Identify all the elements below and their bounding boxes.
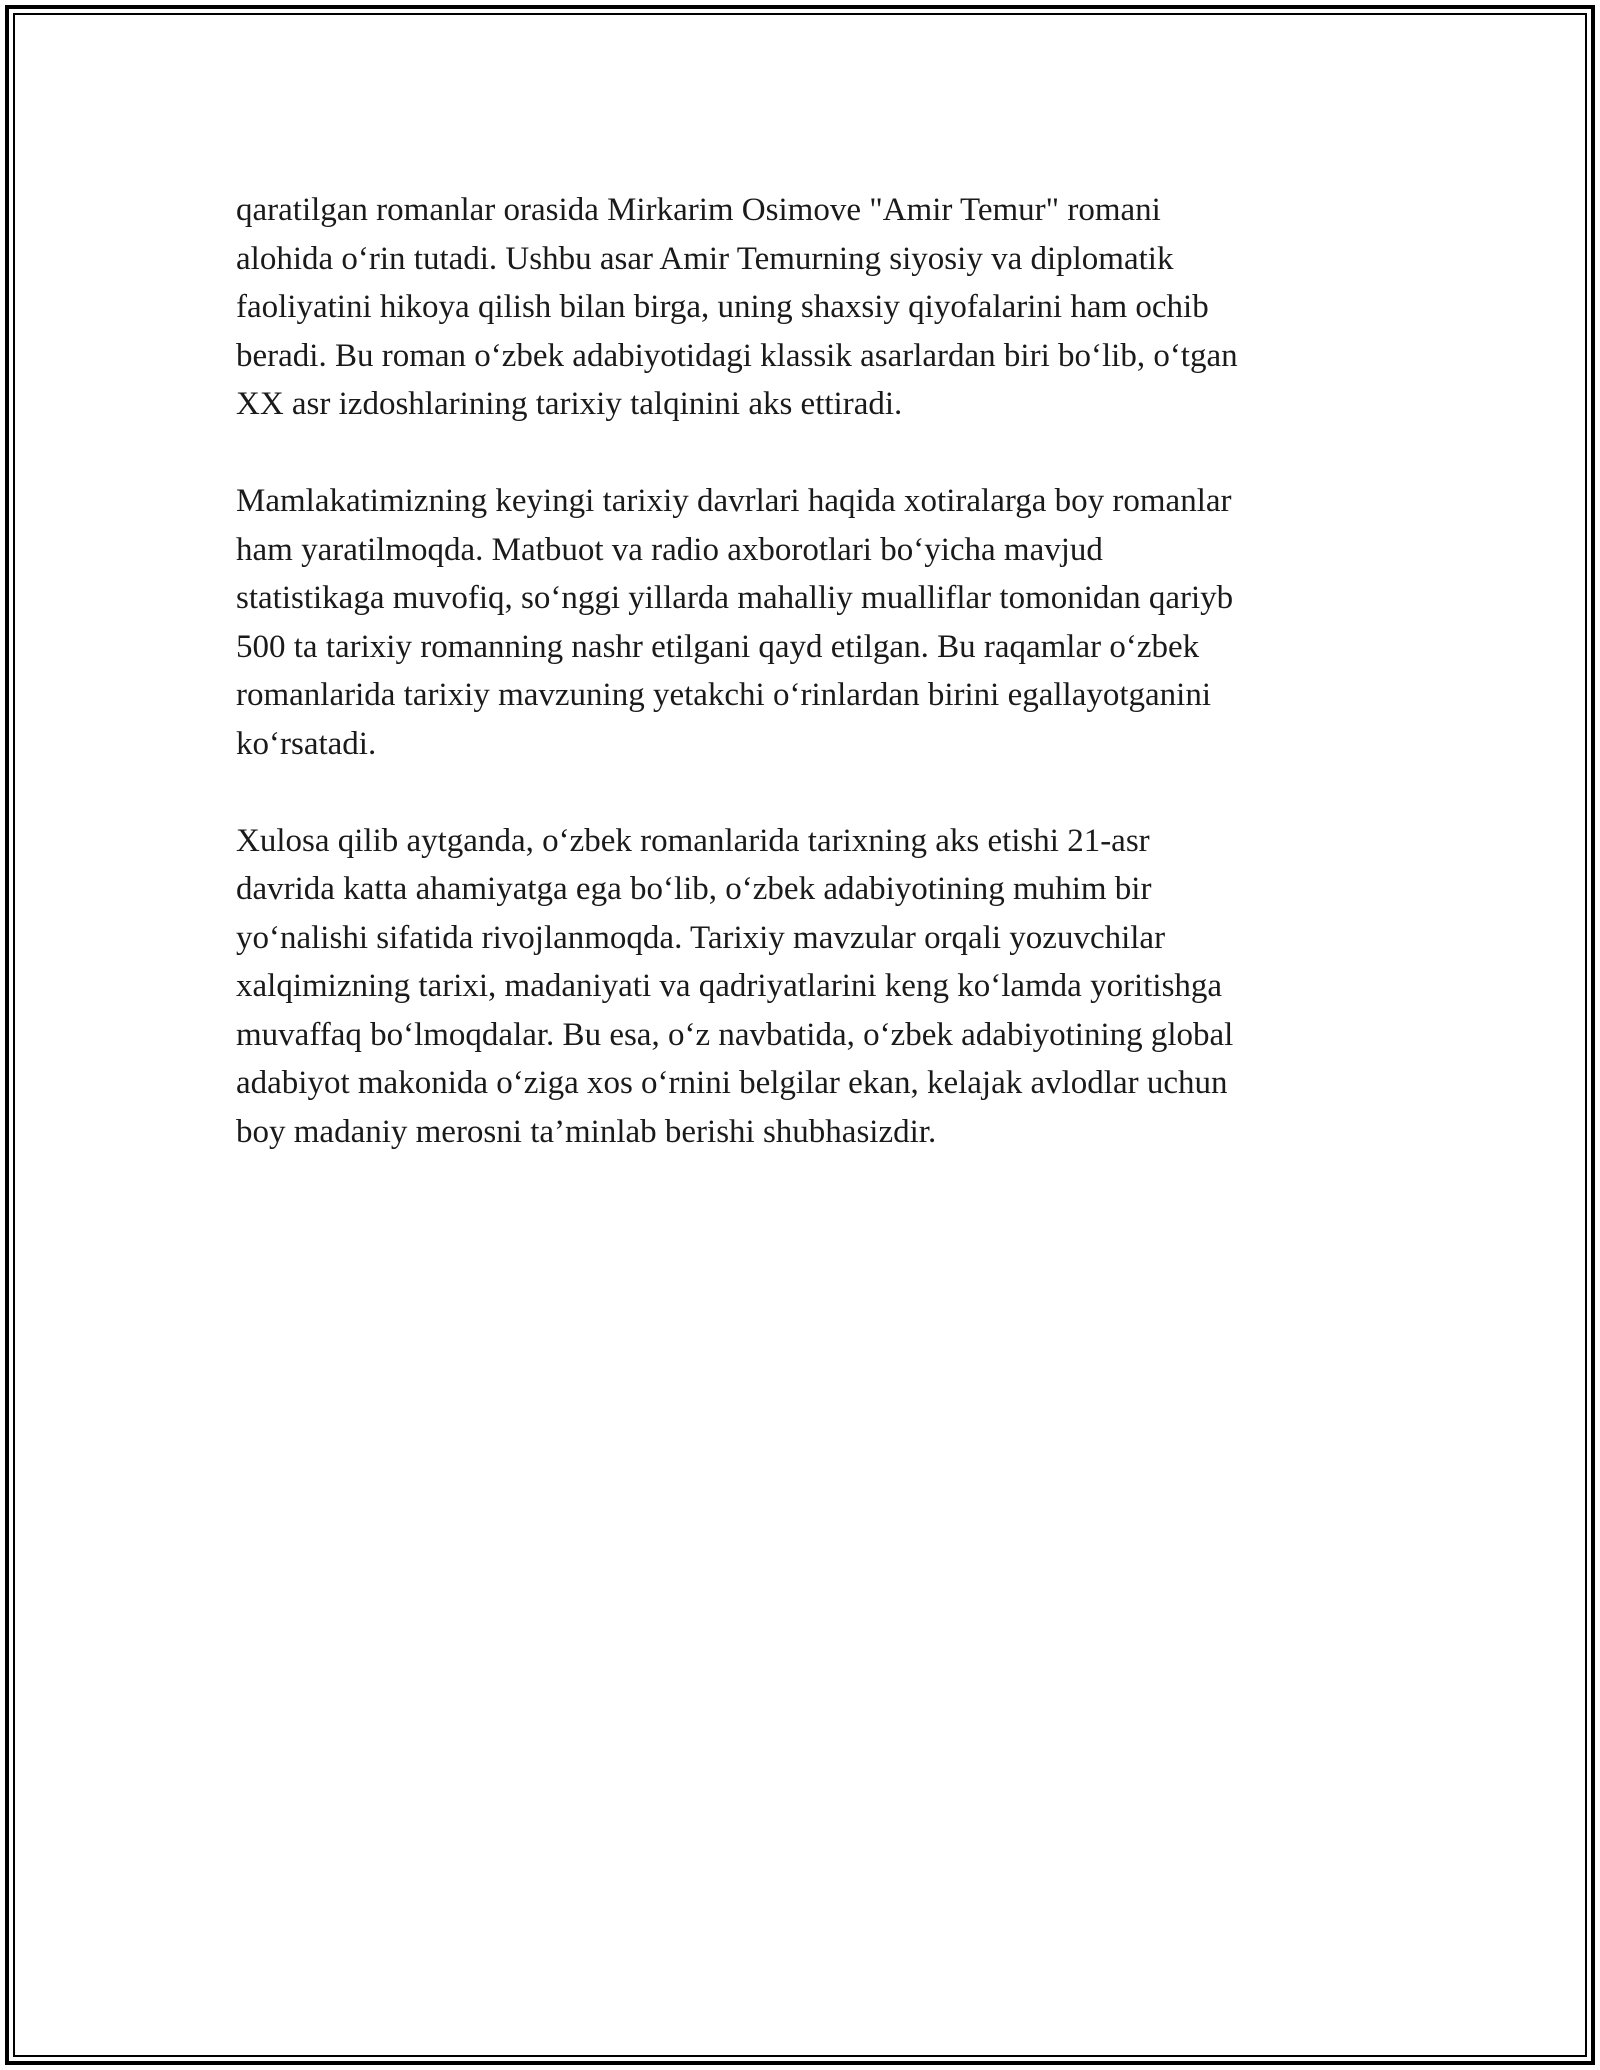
text-line: muvaffaq bo‘lmoqdalar. Bu esa, o‘z navbatida, o‘zbek adabiyotining global	[236, 1016, 1234, 1053]
paragraph-2	[236, 477, 1386, 768]
text-line: beradi. Bu roman o‘zbek adabiyotidagi klassik asarlardan biri bo‘lib, o‘tgan	[236, 337, 1238, 374]
text-line: ko‘rsatadi.	[236, 725, 377, 762]
text-line: statistikaga muvofiq, so‘nggi yillarda mahalliy mualliflar tomonidan qariyb	[236, 580, 1234, 616]
text-line: adabiyot makonida o‘ziga xos o‘rnini belgilar ekan, kelajak avlodlar uchun	[236, 1065, 1228, 1101]
text-line: Mamlakatimizning keyingi tarixiy davrlari haqida xotiralarga boy romanlar	[236, 483, 1232, 519]
text-line: romanlarida tarixiy mavzuning yetakchi o‘rinlardan birini egallayotganini	[236, 677, 1211, 713]
text-line: yo‘nalishi sifatida rivojlanmoqda. Tarixiy mavzular orqali yozuvchilar	[236, 919, 1166, 956]
text-line: alohida o‘rin tutadi. Ushbu asar Amir Temurning siyosiy va diplomatik	[236, 240, 1174, 277]
text-line: 500 ta tarixiy romanning nashr etilgani qayd etilgan. Bu raqamlar o‘zbek	[236, 628, 1200, 665]
text-line: davrida katta ahamiyatga ega bo‘lib, o‘zbek adabiyotining muhim bir	[236, 871, 1152, 907]
text-line: boy madaniy merosni ta’minlab berishi shubhasizdir.	[236, 1113, 937, 1150]
paragraph-3	[236, 817, 1386, 1157]
text-line: faoliyatini hikoya qilish bilan birga, uning shaxsiy qiyofalarini ham ochib	[236, 289, 1209, 325]
text-line: xalqimizning tarixi, madaniyati va qadriyatlarini keng ko‘lamda yoritishga	[236, 968, 1223, 1004]
text-line: ham yaratilmoqda. Matbuot va radio axborotlari bo‘yicha mavjud	[236, 531, 1103, 568]
paragraph-1	[236, 186, 1386, 429]
text-line: qaratilgan romanlar orasida Mirkarim Osimove "Amir Temur" romani	[236, 192, 1161, 228]
document-body	[236, 186, 1386, 1205]
text-line: Xulosa qilib aytganda, o‘zbek romanlarida tarixning aks etishi 21-asr	[236, 822, 1150, 859]
text-line: XX asr izdoshlarining tarixiy talqinini aks ettiradi.	[236, 386, 903, 422]
